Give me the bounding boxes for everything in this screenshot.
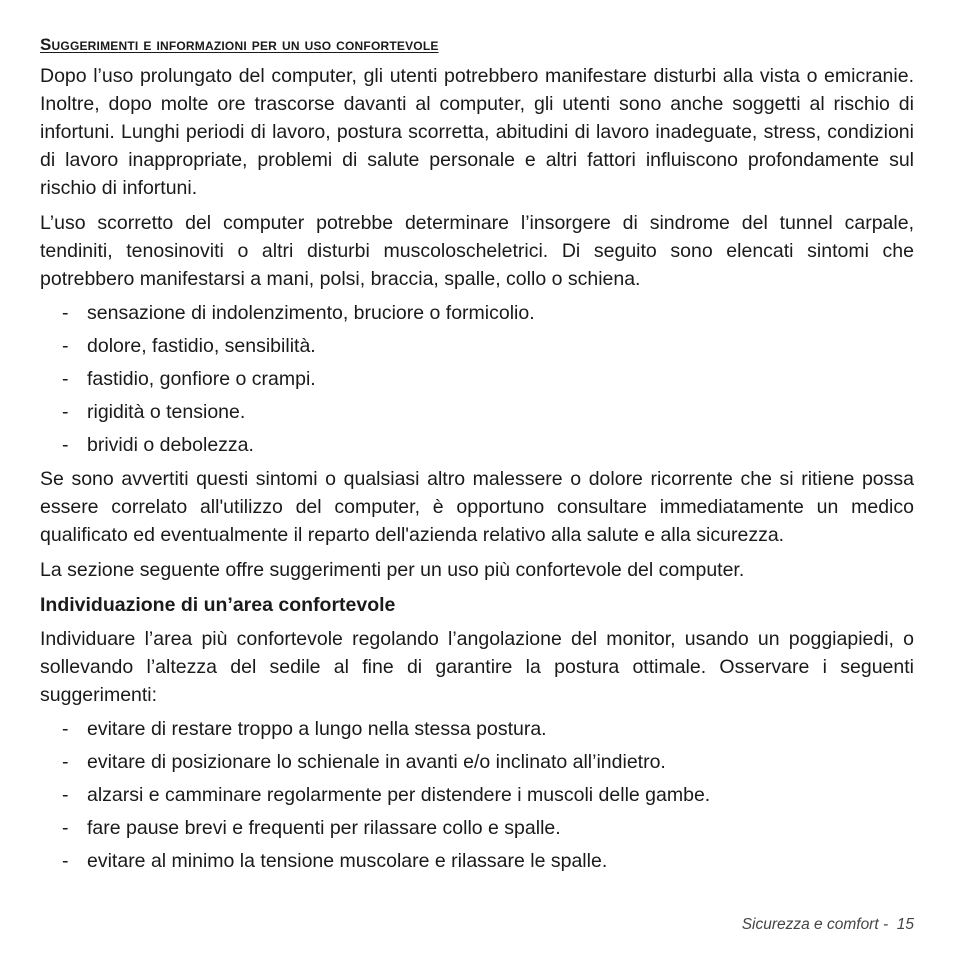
list-dash: -: [62, 368, 69, 390]
list-item-text: brividi o debolezza.: [87, 434, 254, 456]
list-item: [40, 300, 914, 327]
page-number: 15: [896, 916, 914, 933]
list-item-text: evitare al minimo la tensione muscolare e rilassare le spalle.: [87, 850, 608, 872]
list-item-text: rigidità o tensione.: [87, 401, 246, 423]
list-item-text: fastidio, gonfiore o crampi.: [87, 368, 316, 390]
paragraph-area: Individuare l’area più confortevole regolando l’angolazione del monitor, usando un poggiapiedi, o sollevando l’altezza del sedile al fine di garantire la postura ottimale. Osservare i seguenti suggerimenti:: [40, 628, 914, 706]
paragraph-next-section: La sezione seguente offre suggerimenti per un uso più confortevole del computer.: [40, 559, 745, 581]
paragraph-consult: Se sono avvertiti questi sintomi o qualsiasi altro malessere o dolore ricorrente che si ritiene possa essere correlato all'utilizzo del computer, è opportuno consultare immediatamente un medico qualificato ed eventualmente il reparto dell'azienda relativo alla salute e alla sicurezza.: [40, 468, 914, 546]
list-dash: -: [62, 434, 69, 456]
list-item-text: evitare di posizionare lo schienale in avanti e/o inclinato all’indietro.: [87, 751, 666, 773]
list-dash: -: [62, 401, 69, 423]
list-dash: -: [62, 335, 69, 357]
footer-section-name: Sicurezza e comfort: [741, 916, 879, 933]
list-item-text: fare pause brevi e frequenti per rilassare collo e spalle.: [87, 817, 561, 839]
subheading: Individuazione di un’area confortevole: [40, 594, 396, 616]
list-dash: -: [62, 817, 69, 839]
list-item-text: evitare di restare troppo a lungo nella stessa postura.: [87, 718, 547, 740]
list-dash: -: [62, 718, 69, 740]
section-title: Suggerimenti e informazioni per un uso confortevole: [40, 35, 439, 54]
list-dash: -: [62, 302, 69, 324]
list-dash: -: [62, 751, 69, 773]
list-item-text: dolore, fastidio, sensibilità.: [87, 335, 316, 357]
list-item: [40, 716, 914, 743]
tips-list: [40, 716, 914, 875]
list-dash: -: [62, 850, 69, 872]
list-item: [40, 399, 914, 426]
list-item: [40, 848, 914, 875]
list-item: [40, 815, 914, 842]
list-item-text: sensazione di indolenzimento, bruciore o formicolio.: [87, 302, 535, 324]
list-item: [40, 749, 914, 776]
symptoms-list: [40, 300, 914, 459]
paragraph-risks: L’uso scorretto del computer potrebbe determinare l’insorgere di sindrome del tunnel carpale, tendiniti, tenosinoviti o altri disturbi muscoloscheletrici. Di seguito sono elencati sintomi che potrebbero manifestarsi a mani, polsi, braccia, spalle, collo o schiena.: [40, 212, 914, 290]
list-dash: -: [62, 784, 69, 806]
paragraph-intro: Dopo l’uso prolungato del computer, gli utenti potrebbero manifestare disturbi alla vista o emicranie. Inoltre, dopo molte ore trascorse davanti al computer, gli utenti sono anche soggetti al rischio di infortuni. Lunghi periodi di lavoro, postura scorretta, abitudini di lavoro inadeguate, stress, condizioni di lavoro inappropriate, problemi di salute personale e altri fattori influiscono profondamente sul rischio di infortuni.: [40, 65, 914, 199]
list-item: [40, 432, 914, 459]
page-footer: [742, 916, 914, 934]
list-item: [40, 333, 914, 360]
list-item-text: alzarsi e camminare regolarmente per distendere i muscoli delle gambe.: [87, 784, 711, 806]
document-page: [40, 34, 914, 881]
list-item: [40, 782, 914, 809]
list-item: [40, 366, 914, 393]
footer-separator: -: [878, 916, 897, 933]
